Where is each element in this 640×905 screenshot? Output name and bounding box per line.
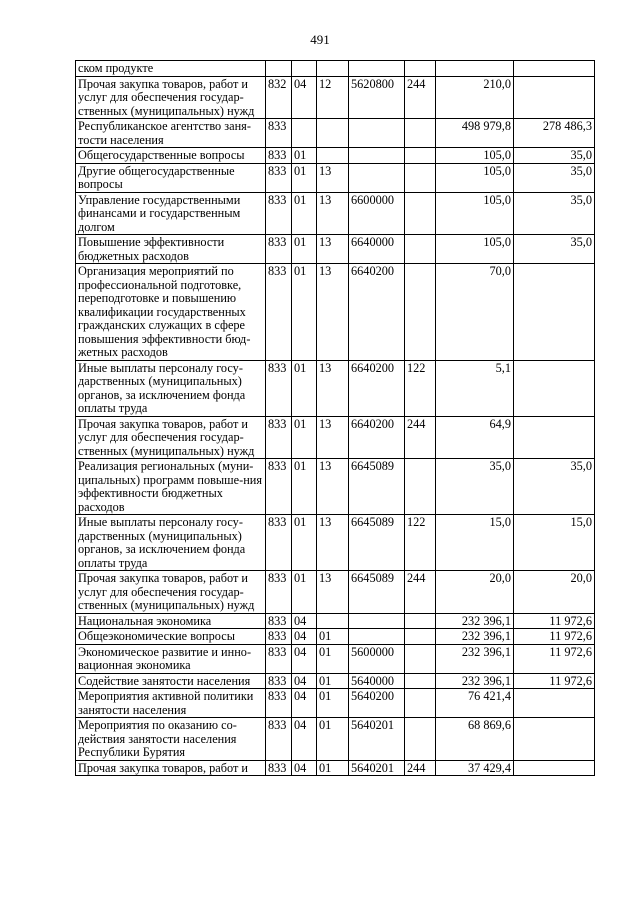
row-sum-2-cell: 11 972,6 xyxy=(514,644,595,673)
row-expense-type-cell xyxy=(405,61,436,77)
row-gr-code-cell: 833 xyxy=(266,689,292,718)
row-target-article-cell: 6640000 xyxy=(349,235,405,264)
row-sum-1-cell: 35,0 xyxy=(436,459,514,515)
row-sum-1-cell xyxy=(436,61,514,77)
row-target-article-cell xyxy=(349,163,405,192)
row-gr-code-cell: 833 xyxy=(266,163,292,192)
table-row xyxy=(76,459,595,515)
row-gr-code-cell: 833 xyxy=(266,264,292,361)
row-section-cell: 01 xyxy=(292,264,317,361)
table-row xyxy=(76,163,595,192)
row-expense-type-cell xyxy=(405,459,436,515)
row-target-article-cell: 6640200 xyxy=(349,264,405,361)
row-sum-2-cell xyxy=(514,360,595,416)
row-expense-type-cell: 244 xyxy=(405,760,436,776)
row-name-cell: ском продукте xyxy=(76,61,266,77)
table-row xyxy=(76,61,595,77)
row-section-cell: 01 xyxy=(292,416,317,459)
row-target-article-cell: 6600000 xyxy=(349,192,405,235)
table-row xyxy=(76,718,595,761)
row-target-article-cell: 5640201 xyxy=(349,718,405,761)
row-subsection-cell xyxy=(317,119,349,148)
row-expense-type-cell: 244 xyxy=(405,76,436,119)
row-target-article-cell: 6645089 xyxy=(349,515,405,571)
row-sum-2-cell: 15,0 xyxy=(514,515,595,571)
row-sum-1-cell: 232 396,1 xyxy=(436,629,514,645)
row-expense-type-cell xyxy=(405,689,436,718)
row-sum-2-cell: 11 972,6 xyxy=(514,629,595,645)
table-row xyxy=(76,629,595,645)
row-subsection-cell xyxy=(317,613,349,629)
row-gr-code-cell: 833 xyxy=(266,718,292,761)
table-row xyxy=(76,613,595,629)
row-subsection-cell: 01 xyxy=(317,689,349,718)
row-gr-code-cell xyxy=(266,61,292,77)
row-sum-2-cell xyxy=(514,760,595,776)
table-row xyxy=(76,192,595,235)
row-name-cell: Мероприятия по оказанию со-действия занятости населения Республики Бурятия xyxy=(76,718,266,761)
row-gr-code-cell: 833 xyxy=(266,192,292,235)
row-expense-type-cell xyxy=(405,163,436,192)
row-name-cell: Управление государственными финансами и государственным долгом xyxy=(76,192,266,235)
row-target-article-cell xyxy=(349,629,405,645)
row-gr-code-cell: 833 xyxy=(266,613,292,629)
row-expense-type-cell xyxy=(405,192,436,235)
row-section-cell: 04 xyxy=(292,644,317,673)
row-name-cell: Экономическое развитие и инно-вационная экономика xyxy=(76,644,266,673)
row-sum-1-cell: 210,0 xyxy=(436,76,514,119)
row-expense-type-cell: 244 xyxy=(405,571,436,614)
table-row xyxy=(76,571,595,614)
row-subsection-cell: 13 xyxy=(317,192,349,235)
row-sum-1-cell: 70,0 xyxy=(436,264,514,361)
row-subsection-cell: 13 xyxy=(317,235,349,264)
row-name-cell: Содействие занятости населения xyxy=(76,673,266,689)
row-target-article-cell: 5640200 xyxy=(349,689,405,718)
row-target-article-cell xyxy=(349,119,405,148)
row-name-cell: Общеэкономические вопросы xyxy=(76,629,266,645)
row-subsection-cell: 01 xyxy=(317,718,349,761)
row-sum-1-cell: 105,0 xyxy=(436,235,514,264)
row-sum-2-cell xyxy=(514,689,595,718)
page-number: 491 xyxy=(310,32,330,47)
row-gr-code-cell: 833 xyxy=(266,360,292,416)
row-name-cell: Иные выплаты персоналу госу-дарственных (муниципальных) органов, за исключением фонда оплаты труда xyxy=(76,515,266,571)
row-subsection-cell: 13 xyxy=(317,515,349,571)
row-expense-type-cell xyxy=(405,629,436,645)
row-subsection-cell: 01 xyxy=(317,629,349,645)
row-gr-code-cell: 833 xyxy=(266,515,292,571)
row-expense-type-cell xyxy=(405,148,436,164)
row-gr-code-cell: 833 xyxy=(266,459,292,515)
table-row xyxy=(76,148,595,164)
row-section-cell: 01 xyxy=(292,163,317,192)
table-row xyxy=(76,673,595,689)
row-sum-1-cell: 64,9 xyxy=(436,416,514,459)
row-section-cell xyxy=(292,61,317,77)
row-name-cell: Национальная экономика xyxy=(76,613,266,629)
row-sum-1-cell: 15,0 xyxy=(436,515,514,571)
table-row xyxy=(76,119,595,148)
row-target-article-cell: 6640200 xyxy=(349,360,405,416)
row-target-article-cell: 6645089 xyxy=(349,571,405,614)
row-expense-type-cell xyxy=(405,264,436,361)
row-sum-1-cell: 105,0 xyxy=(436,148,514,164)
row-expense-type-cell xyxy=(405,613,436,629)
row-target-article-cell: 5600000 xyxy=(349,644,405,673)
table-row xyxy=(76,76,595,119)
row-name-cell: Реализация региональных (муни-ципальных) программ повыше-ния эффективности бюджетных расходов xyxy=(76,459,266,515)
row-sum-1-cell: 105,0 xyxy=(436,192,514,235)
table-row xyxy=(76,416,595,459)
table-row xyxy=(76,689,595,718)
row-name-cell: Мероприятия активной политики занятости населения xyxy=(76,689,266,718)
row-expense-type-cell xyxy=(405,119,436,148)
table-row xyxy=(76,360,595,416)
row-subsection-cell: 13 xyxy=(317,360,349,416)
row-sum-1-cell: 20,0 xyxy=(436,571,514,614)
table-row xyxy=(76,515,595,571)
row-expense-type-cell xyxy=(405,235,436,264)
row-target-article-cell: 6640200 xyxy=(349,416,405,459)
row-section-cell: 01 xyxy=(292,235,317,264)
row-sum-1-cell: 232 396,1 xyxy=(436,613,514,629)
row-target-article-cell: 6645089 xyxy=(349,459,405,515)
row-sum-2-cell: 20,0 xyxy=(514,571,595,614)
row-name-cell: Иные выплаты персоналу госу-дарственных (муниципальных) органов, за исключением фонда оплаты труда xyxy=(76,360,266,416)
budget-table xyxy=(75,60,595,776)
row-sum-2-cell: 35,0 xyxy=(514,459,595,515)
row-section-cell: 04 xyxy=(292,760,317,776)
row-section-cell: 01 xyxy=(292,148,317,164)
row-section-cell: 04 xyxy=(292,613,317,629)
row-name-cell: Другие общегосударственные вопросы xyxy=(76,163,266,192)
row-gr-code-cell: 833 xyxy=(266,119,292,148)
row-gr-code-cell: 833 xyxy=(266,235,292,264)
row-sum-2-cell: 35,0 xyxy=(514,235,595,264)
row-expense-type-cell: 244 xyxy=(405,416,436,459)
row-name-cell: Прочая закупка товаров, работ и услуг для обеспечения государ-ственных (муниципальных) нужд xyxy=(76,76,266,119)
table-row xyxy=(76,760,595,776)
row-sum-1-cell: 232 396,1 xyxy=(436,673,514,689)
row-section-cell: 01 xyxy=(292,515,317,571)
row-sum-1-cell: 68 869,6 xyxy=(436,718,514,761)
row-section-cell: 01 xyxy=(292,360,317,416)
row-expense-type-cell xyxy=(405,673,436,689)
row-subsection-cell xyxy=(317,61,349,77)
row-gr-code-cell: 833 xyxy=(266,571,292,614)
row-subsection-cell: 01 xyxy=(317,644,349,673)
row-name-cell: Прочая закупка товаров, работ и услуг для обеспечения государ-ственных (муниципальных) нужд xyxy=(76,571,266,614)
row-sum-2-cell: 11 972,6 xyxy=(514,673,595,689)
row-sum-2-cell xyxy=(514,416,595,459)
row-name-cell: Организация мероприятий по профессиональной подготовке, переподготовке и повышению квалификации государственных гражданских служащих в сфере повышения эффективности бюд-жетных расходов xyxy=(76,264,266,361)
row-sum-1-cell: 232 396,1 xyxy=(436,644,514,673)
table-row xyxy=(76,644,595,673)
row-section-cell: 04 xyxy=(292,629,317,645)
row-sum-2-cell: 278 486,3 xyxy=(514,119,595,148)
row-sum-2-cell: 35,0 xyxy=(514,163,595,192)
row-sum-2-cell xyxy=(514,61,595,77)
row-sum-2-cell xyxy=(514,76,595,119)
row-gr-code-cell: 833 xyxy=(266,760,292,776)
row-expense-type-cell: 122 xyxy=(405,360,436,416)
row-subsection-cell: 13 xyxy=(317,416,349,459)
row-target-article-cell: 5620800 xyxy=(349,76,405,119)
row-expense-type-cell: 122 xyxy=(405,515,436,571)
row-sum-1-cell: 498 979,8 xyxy=(436,119,514,148)
row-sum-1-cell: 76 421,4 xyxy=(436,689,514,718)
row-target-article-cell xyxy=(349,61,405,77)
row-name-cell: Прочая закупка товаров, работ и услуг для обеспечения государ-ственных (муниципальных) нужд xyxy=(76,416,266,459)
row-subsection-cell: 13 xyxy=(317,571,349,614)
row-name-cell: Прочая закупка товаров, работ и xyxy=(76,760,266,776)
table-row xyxy=(76,264,595,361)
row-subsection-cell: 13 xyxy=(317,264,349,361)
row-sum-1-cell: 5,1 xyxy=(436,360,514,416)
row-section-cell: 01 xyxy=(292,192,317,235)
row-sum-1-cell: 105,0 xyxy=(436,163,514,192)
table-row xyxy=(76,235,595,264)
row-gr-code-cell: 833 xyxy=(266,673,292,689)
row-target-article-cell: 5640000 xyxy=(349,673,405,689)
row-target-article-cell xyxy=(349,148,405,164)
row-section-cell: 01 xyxy=(292,459,317,515)
row-subsection-cell: 13 xyxy=(317,459,349,515)
row-sum-2-cell: 11 972,6 xyxy=(514,613,595,629)
row-sum-2-cell: 35,0 xyxy=(514,192,595,235)
row-gr-code-cell: 833 xyxy=(266,644,292,673)
row-expense-type-cell xyxy=(405,718,436,761)
row-section-cell: 04 xyxy=(292,673,317,689)
row-section-cell: 04 xyxy=(292,76,317,119)
row-subsection-cell: 12 xyxy=(317,76,349,119)
row-sum-2-cell: 35,0 xyxy=(514,148,595,164)
row-subsection-cell: 01 xyxy=(317,673,349,689)
row-expense-type-cell xyxy=(405,644,436,673)
row-section-cell: 04 xyxy=(292,689,317,718)
row-sum-2-cell xyxy=(514,264,595,361)
row-name-cell: Общегосударственные вопросы xyxy=(76,148,266,164)
row-gr-code-cell: 833 xyxy=(266,629,292,645)
row-target-article-cell xyxy=(349,613,405,629)
row-gr-code-cell: 833 xyxy=(266,148,292,164)
row-sum-1-cell: 37 429,4 xyxy=(436,760,514,776)
row-section-cell xyxy=(292,119,317,148)
row-name-cell: Республиканское агентство заня-тости населения xyxy=(76,119,266,148)
row-subsection-cell xyxy=(317,148,349,164)
row-section-cell: 04 xyxy=(292,718,317,761)
row-gr-code-cell: 833 xyxy=(266,416,292,459)
row-name-cell: Повышение эффективности бюджетных расходов xyxy=(76,235,266,264)
row-target-article-cell: 5640201 xyxy=(349,760,405,776)
row-subsection-cell: 13 xyxy=(317,163,349,192)
row-section-cell: 01 xyxy=(292,571,317,614)
row-gr-code-cell: 832 xyxy=(266,76,292,119)
row-sum-2-cell xyxy=(514,718,595,761)
row-subsection-cell: 01 xyxy=(317,760,349,776)
